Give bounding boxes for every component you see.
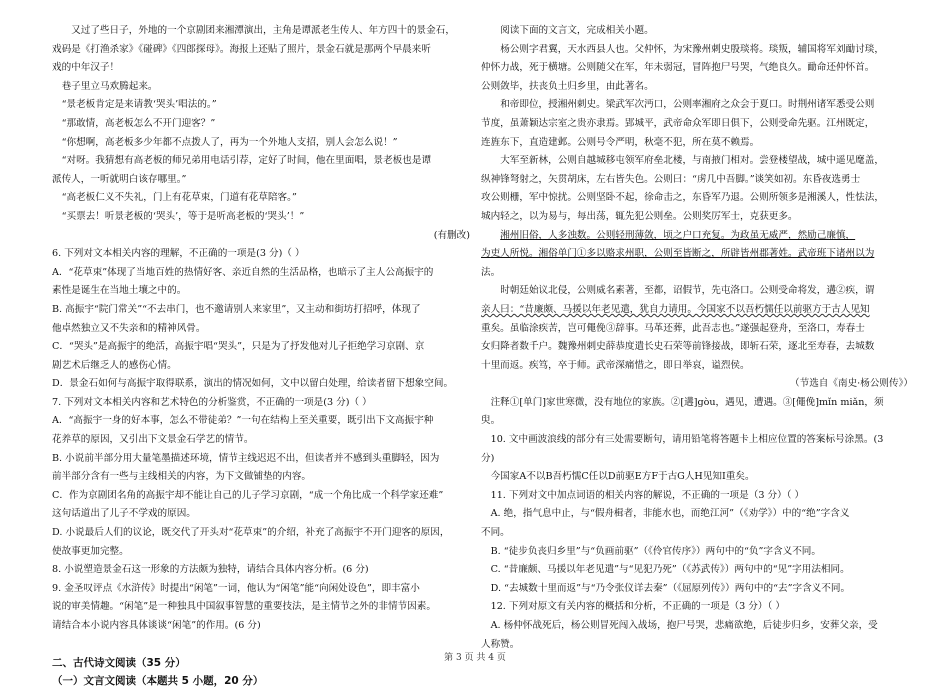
passage-line: 攻公则栅，军中惊扰。公则坚卧不起，徐命击之，东昏军乃退。公则所领多是湘溪人，性怯法， <box>481 192 884 204</box>
passage-line: 重矣。虽临涂疾苦，岂可僶俛③辞事。马革还葬，此吾志也。”遂强起登舟，至洛口，寿春士 <box>481 322 865 334</box>
question-7-line: 前半部分含有一些与主线相关的内容，为下文做铺垫的内容。 <box>52 471 312 483</box>
passage-line: 纵神锋弩射之，矢贯胡床，左右皆失色。公则曰：“虏几中吾脚。”谈笑如初。东昏夜选勇士 <box>481 173 861 185</box>
passage-source: （节选自《南史·杨公则传》） <box>790 378 913 390</box>
question-7-line: 这句话道出了儿子不学戏的原因。 <box>52 508 196 520</box>
passage-line: 时朝廷始议北侵，公则威名素著，至都，诏假节，先屯洛口。公则受命将发，遘②疾，谓 <box>500 285 875 297</box>
question-7-line: A．“高振宇一身的好本事，怎么不带徒弟？”一句在结构上至关重要，既引出下文高振宇种 <box>52 415 434 427</box>
right-column <box>481 22 913 654</box>
section-title: 二、古代诗文阅读（35 分） <box>52 656 186 669</box>
passage-line: 连旌东下，直造建邺。公则号令严明，秋毫不犯，所在莫不赖焉。 <box>481 136 760 148</box>
question-12-line: 12. 下列对原文有关内容的概括和分析，不正确的一项是（3 分）（ ） <box>490 601 785 613</box>
story-line: 巷子里立马欢腾起来。 <box>61 80 158 92</box>
passage-line: 杨公则字君翼，天水西县人也。父仲怀，为宋豫州刺史殷琰将。琰叛，辅国将军刘勔讨琰， <box>500 43 884 55</box>
passage-line: 大军至新林，公则自越城移屯领军府垒北楼，与南掖门相对。尝登楼望战，城中遥见麾盖， <box>500 155 884 167</box>
passage-line-underlined: 为吏人所悦。湘俗单门①多以赂求州职，公则至皆断之，所辟皆州郡著姓。武帝班下诸州以为 <box>481 248 875 260</box>
page-footer: 第 3 页 共 4 页 <box>444 653 506 663</box>
question-7-line: B. 小说前半部分用大量笔墨描述环境，情节主线迟迟不出，但读者并不感到头重脚轻，因为 <box>52 452 440 464</box>
story-line: “你想啊，高老板多少年都不点拨人了，再为一个外地人支招，别人会怎么说！” <box>61 136 398 148</box>
passage-line-wavy: 亲人曰：“昔廉颇、马援以年老见遣，犹自力请用。今国家不以吾朽懦任以前驱方于古人见知 <box>481 303 870 315</box>
story-line: 戏的中年汉子！ <box>52 62 120 74</box>
question-6-line: 剧艺术后继乏人的感伤心情。 <box>52 359 177 371</box>
passage-line: 法。 <box>481 266 501 278</box>
passage-line-underlined: 湘州旧俗，人多浊数。公则轻刑薄敛，顷之户口充复。为政虽无威严，然励己廉慎， <box>500 229 856 241</box>
subsection-title: （一）文言文阅读（本题共 5 小题，20 分） <box>52 675 264 688</box>
question-6-line: 他卓然独立又不失亲和的精神风骨。 <box>52 322 206 334</box>
question-6-line: D．景金石如何与高振宇取得联系，演出的情况如何，文中以留白处理，给读者留下想象空间。 <box>52 378 454 390</box>
question-6-line: B. 高振宇“院门常关”“不去串门，也不邀请别人来家里”，又主动和街坊打招呼，体现了 <box>52 303 421 315</box>
passage-line: 节度，虽萧颖达宗室之贵亦隶焉。郢城平，武帝命众军即日俱下，公则受命先驱。江州既定， <box>481 117 875 129</box>
story-line: “买票去！听景老板的‘哭头’，等于是听高老板的‘哭头’！” <box>61 210 305 222</box>
passage-line: 十里而返。疾笃，卒于师。武帝深痛惜之，即日举哀，谥烈侯。 <box>481 359 750 371</box>
question-9-line: 9. 金圣叹评点《水浒传》时提出“闲笔”一词，他认为“闲笔”能“向闲处设色”，即丰富小 <box>52 582 420 594</box>
passage-intro: 阅读下面的文言文，完成相关小题。 <box>500 25 654 36</box>
question-12-line: A. 杨仲怀战死后，杨公则冒死闯入战场，抱尸号哭，悲痛欲绝，后徒步归乡，安葬父亲，受 <box>490 620 878 631</box>
story-line: “对呀。我猜想有高老板的师兄弟用电话引荐，定好了时间，他在里面唱，景老板也是谭 <box>61 155 432 167</box>
question-9-line: 请结合本小说内容具体谈谈“闲笔”的作用。(6 分) <box>52 620 261 631</box>
question-11-line: D. “去城数十里而返”与“乃令张仪详去秦”（《屈原列传》）两句中的“去”字含义不同。 <box>490 582 851 594</box>
question-9-line: 说的审美情趣。“闲笔”是一种独具中国叙事智慧的重要技法，是主情节之外的非情节因素。 <box>52 601 436 613</box>
question-6-line: A．“花草束”体现了当地百姓的热情好客、亲近自然的生活品格，也暗示了主人公高振宇的 <box>52 266 434 278</box>
story-line: “那敢情，高老板怎么不开门迎客？” <box>61 117 216 129</box>
question-11-line: C. “昔廉颇、马援以年老见遣”与“见犯乃死”（《苏武传》）两句中的“见”字用法相同。 <box>490 564 850 576</box>
passage-line: 和帝即位，授湘州刺史。梁武军次沔口，公则率湘府之众会于夏口。时荆州诸军悉受公则 <box>500 99 875 111</box>
question-11-line: B. “徒步负丧归乡里”与“负画前驱”（《伶官传序》）两句中的“负”字含义不同。 <box>490 545 821 557</box>
question-7-line: C．作为京剧团名角的高振宇却不能让自己的儿子学习京剧，“成一个角比成一个科学家还难” <box>52 489 444 501</box>
passage-line: 城内轻之，以为易与，每出荡，辄先犯公则垒。公则奖厉军士，克获更多。 <box>481 210 798 222</box>
notes-line: 臾。 <box>481 415 501 427</box>
question-7-line: 花养草的原因，又引出下文景金石学艺的情节。 <box>52 434 254 446</box>
question-7-line: D. 小说最后人们的议论，既交代了开头对“花草束”的介绍，补充了高振宇不开门迎客的原因， <box>52 527 450 539</box>
question-6-line: 素性是诞生在当地土壤之中的。 <box>52 285 187 297</box>
question-7-line: 使故事更加完整。 <box>52 545 129 557</box>
story-note: (有删改) <box>433 229 470 241</box>
story-line: 派传人，一听就明白该存哪里。” <box>52 173 187 185</box>
question-10-line: 今国家A不以B吾朽懦C任以D前驱E方F于古G人H见知I重矣。 <box>490 471 755 483</box>
question-6-line: 6. 下列对文本相关内容的理解，不正确的一项是(3 分)（ ） <box>52 248 305 260</box>
question-7-line: 7. 下列对文本相关内容和艺术特色的分析鉴赏，不正确的一项是(3 分)（ ） <box>52 396 372 408</box>
question-12-line: 人称赞。 <box>481 638 520 650</box>
question-11-line: 11. 下列对文中加点词语的相关内容的解说，不正确的一项是（3 分）（ ） <box>490 489 805 501</box>
question-6-line: C．“哭头”是高振宇的绝活，高振宇唱“哭头”，只是为了抒发他对儿子拒绝学习京剧、京 <box>52 341 425 353</box>
story-line: 戏码是《打渔杀家》《碰碑》《四郎探母》。海报上还贴了照片，景金石就是那两个早晨来听 <box>52 43 431 55</box>
left-column <box>52 22 470 691</box>
notes-line: 注释①[单门]家世寒微，没有地位的家族。②[遘]gòu，遇见，遭遇。③[僶俛]mǐn miǎn，须 <box>490 396 884 408</box>
story-line: “高老板仁义不失礼，门上有花草束，门道有花草陪客。” <box>61 192 297 204</box>
question-10-line: 10. 文中画波浪线的部分有三处需要断句，请用铅笔将答题卡上相应位置的答案标号涂黑。(3 <box>490 434 884 446</box>
passage-line: 仲怀力战，死于横塘。公则随父在军，年未弱冠，冒阵抱尸号哭，气绝良久。勔命还仲怀首。 <box>481 62 875 74</box>
question-10-line: 分) <box>481 452 495 464</box>
question-11-line: 不同。 <box>481 527 510 539</box>
story-line: 又过了些日子，外地的一个京剧团来湘潭演出，主角是谭派老生传人、年方四十的景金石， <box>71 25 455 36</box>
question-8: 8. 小说塑造景金石这一形象的方法颇为独特，请结合具体内容分析。(6 分) <box>52 564 369 576</box>
question-11-line: A. 绝，指气息中止，与“假舟楫者，非能水也，而绝江河”（《劝学》）中的“绝”字含义 <box>490 508 850 520</box>
passage-line: 女归降者数千户。魏豫州刺史薛恭度遣长史石荣等前锋接战，即斩石荣，逐北至寿春，去城数 <box>481 341 875 353</box>
story-line: “景老板肯定是来请教‘哭头’唱法的。” <box>61 99 217 111</box>
passage-line: 公则敛毕，扶丧负土归乡里，由此著名。 <box>481 80 654 92</box>
